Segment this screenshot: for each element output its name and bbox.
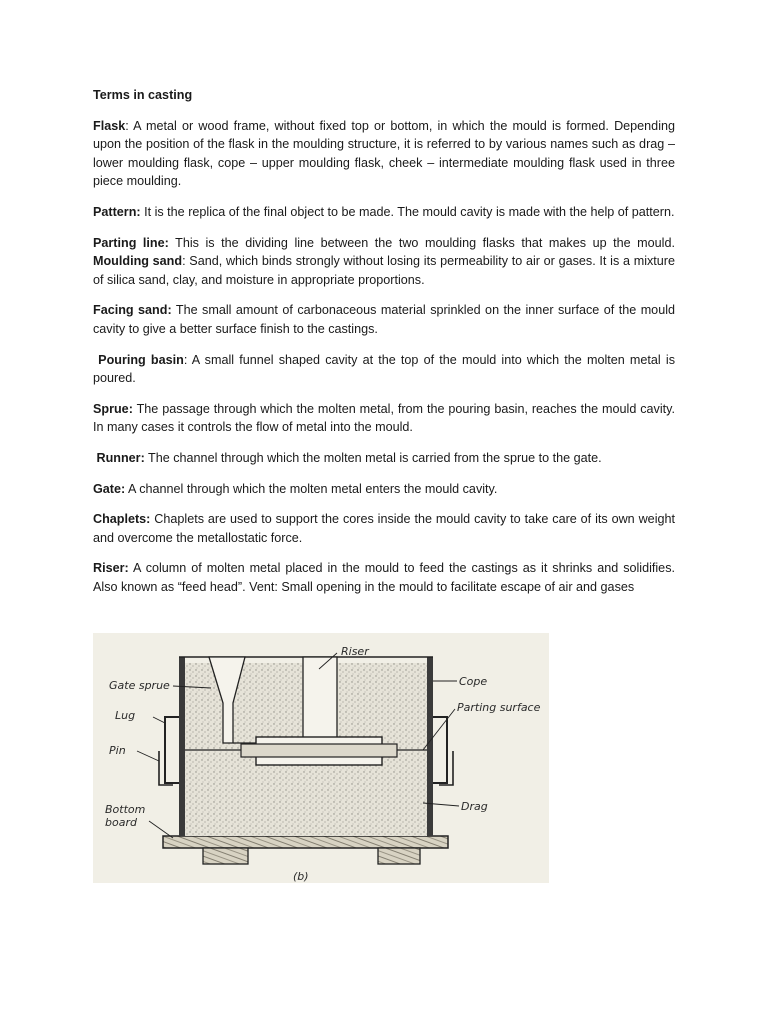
definition-chaplets: Chaplets are used to support the cores inside the mould cavity to take care of its own weight and overcome the metallostatic force. [93, 512, 675, 545]
term-gate: Gate: [93, 481, 126, 496]
term-runner: Runner: [93, 450, 145, 465]
label-cope: Cope [459, 675, 488, 688]
figure-caption: (b) [293, 870, 309, 883]
flask-wall-left [179, 657, 185, 836]
paragraph-riser [93, 559, 675, 596]
paragraph-runner [93, 449, 675, 468]
definition-sprue: The passage through which the molten metal, from the pouring basin, reaches the mould cavity. In many cases it controls the flow of metal into the mould. [93, 401, 675, 435]
label-pin: Pin [109, 744, 126, 757]
definition-runner: The channel through which the molten metal is carried from the sprue to the gate. [144, 450, 602, 465]
label-lug: Lug [115, 709, 136, 722]
label-riser: Riser [341, 645, 369, 658]
paragraph-facing-sand [93, 301, 675, 338]
definition-facing-sand: The small amount of carbonaceous material sprinkled on the inner surface of the mould cavity to give a better surface finish to the castings. [93, 303, 675, 336]
lug-left [165, 717, 179, 783]
definition-moulding-sand: Sand, which binds strongly without losing its permeability to air or gases. It is a mixture of silica sand, clay, and moisture in appropriate proportions. [93, 254, 675, 287]
paragraph-sprue [93, 400, 675, 437]
term-pouring-basin: Pouring basin [93, 352, 184, 367]
board-foot-left [203, 848, 248, 864]
definition-gate: A channel through which the molten metal enters the mould cavity. [125, 481, 498, 496]
label-gate-sprue: Gate sprue [109, 679, 170, 692]
term-moulding-sand: Moulding sand [93, 254, 183, 269]
paragraph-flask: Flask: A metal or wood frame, without fixed top or bottom, in which the mould is formed. Depending upon the position of the flask in the moulding structure, it is referred to by various names such as drag – lower moulding flask, cope – upper moulding flask, cheek – intermediate moulding flask used in three piece moulding. [93, 118, 675, 189]
mould-diagram-svg [93, 633, 549, 883]
paragraph-pattern [93, 203, 675, 222]
term-parting-line: Parting line: [93, 235, 169, 250]
riser-opening [303, 657, 337, 739]
core [241, 744, 397, 757]
label-parting-surface: Parting surface [457, 701, 541, 714]
document-title: Terms in casting [93, 88, 193, 102]
label-board: board [105, 816, 137, 829]
definition-riser: A column of molten metal placed in the mould to feed the castings as it shrinks and solidifies. Also known as “feed head”. Vent: Small opening in the mould to facilitate escape of air and gases [93, 561, 675, 594]
paragraph-parting-line: Parting line: This is the dividing line between the two moulding flasks that makes up the mould. Moulding sand: Sand, which binds strongly without losing its permeability to air or gases. It is a mixture of silica sand, clay, and moisture in appropriate proportions. [93, 235, 675, 287]
flask-wall-right [427, 657, 433, 836]
paragraph-pouring-basin: Pouring basin: A small funnel shaped cavity at the top of the mould into which the molten metal is poured. [93, 352, 675, 386]
definition-flask: A metal or wood frame, without fixed top or bottom, in which the mould is formed. Depending upon the position of the flask in the moulding structure, it is referred to by various names such as drag – lower moulding flask, cope – upper moulding flask, cheek – intermediate moulding flask used in three piece moulding. [93, 118, 675, 189]
label-drag: Drag [461, 800, 488, 813]
paragraph-chaplets [93, 510, 675, 547]
board-foot-right [378, 848, 420, 864]
paragraph-gate [93, 480, 675, 499]
term-riser: Riser: [93, 561, 129, 576]
definition-pattern: It is the replica of the final object to be made. The mould cavity is made with the help of pattern. [140, 204, 675, 219]
term-flask: Flask [93, 118, 126, 133]
term-pattern: Pattern: [93, 204, 141, 219]
mould-diagram [93, 633, 549, 883]
lug-right [433, 717, 447, 783]
term-chaplets: Chaplets: [93, 512, 151, 527]
term-sprue: Sprue: [93, 401, 133, 416]
definition-pouring-basin: A small funnel shaped cavity at the top of the mould into which the molten metal is poured. [93, 352, 675, 386]
bottom-board [163, 836, 448, 848]
definition-parting-line: This is the dividing line between the two moulding flasks that makes up the mould. [168, 235, 675, 250]
label-bottom: Bottom [105, 803, 146, 816]
term-facing-sand: Facing sand: [93, 303, 172, 318]
document-body [93, 86, 675, 608]
